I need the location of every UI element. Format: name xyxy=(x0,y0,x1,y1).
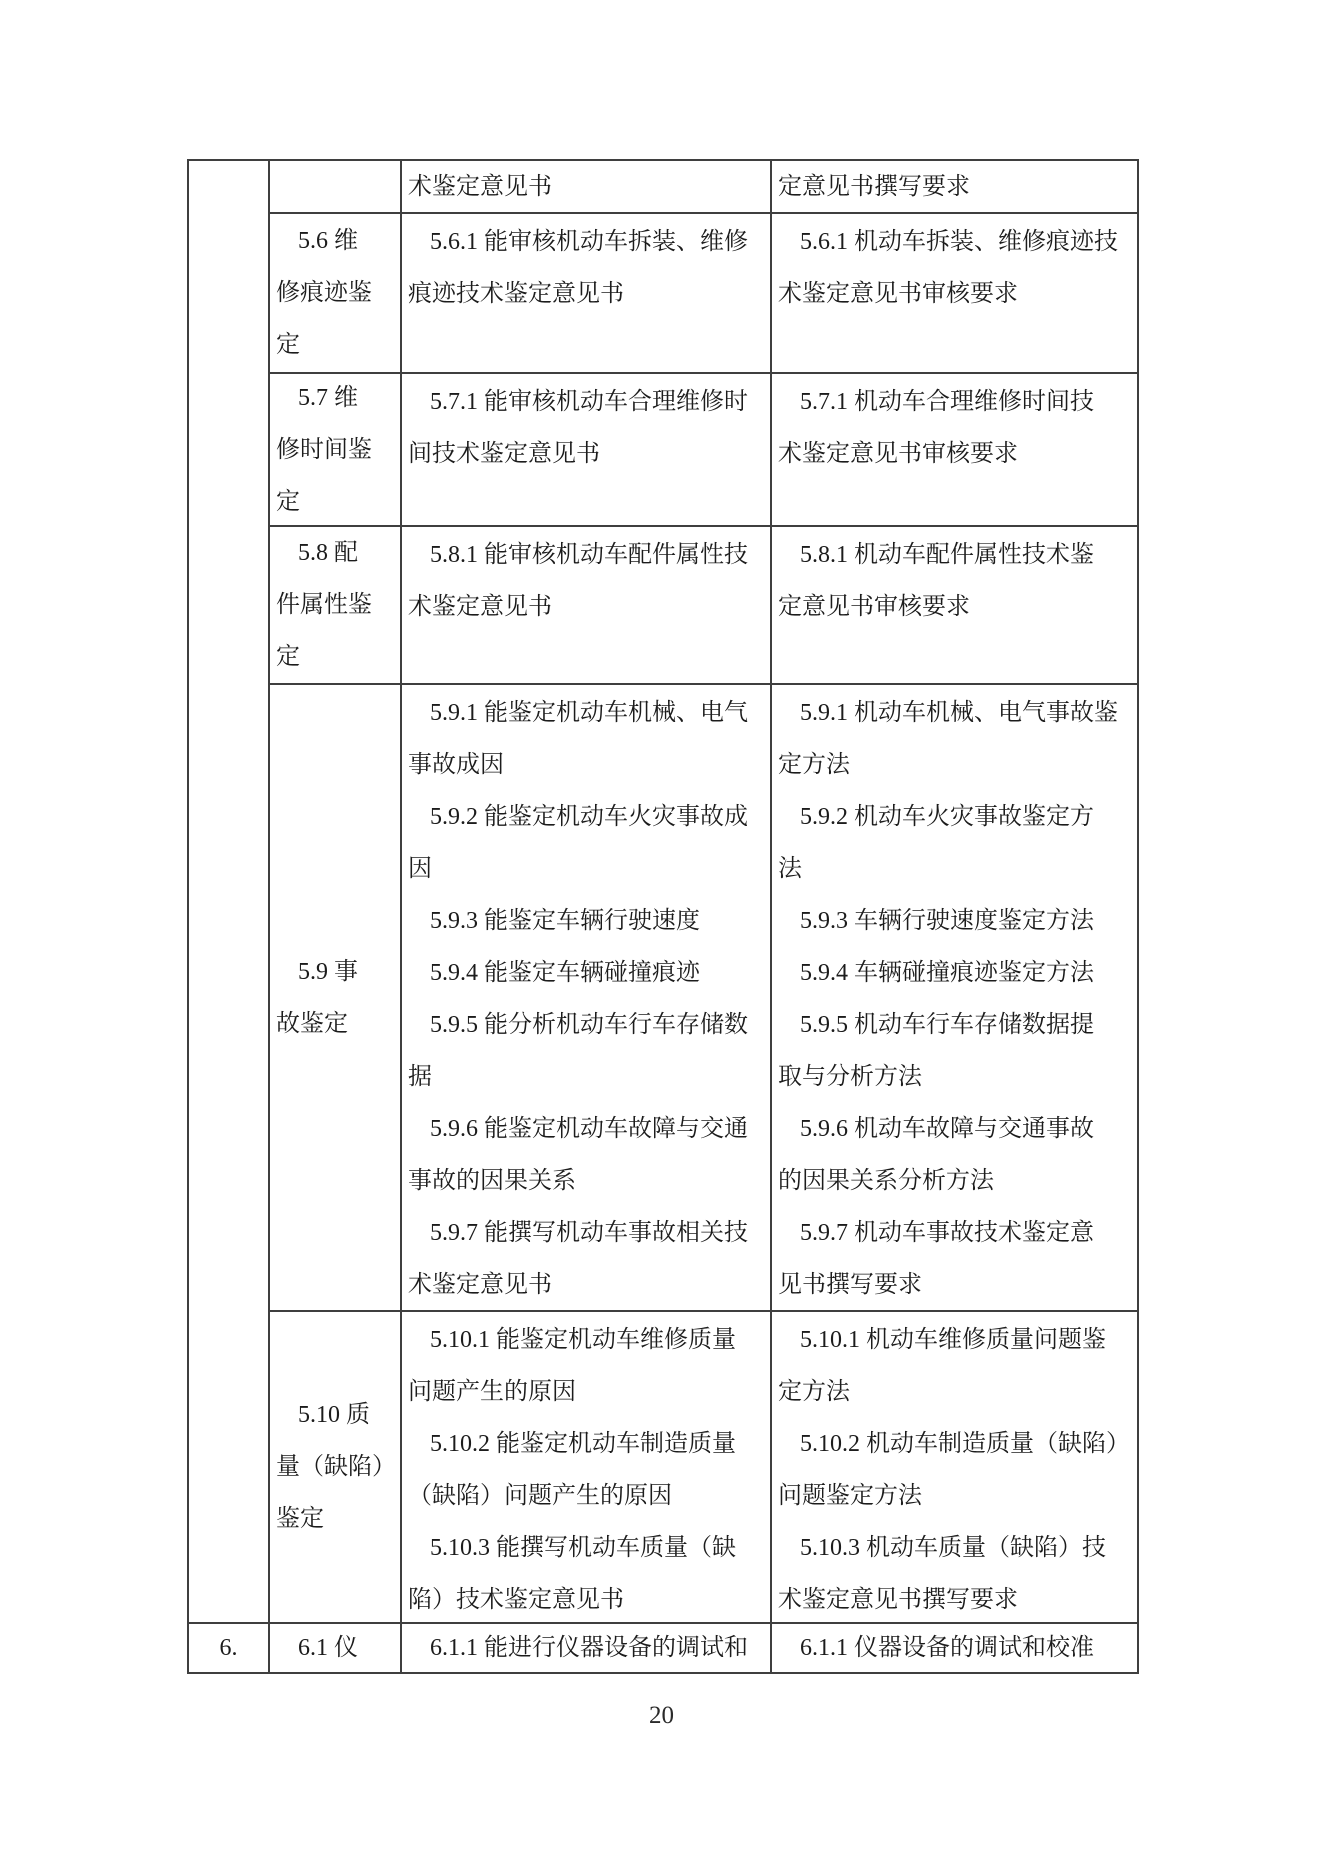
cell-5-7-knowledge: 5.7.1 机动车合理维修时间技 术鉴定意见书审核要求 xyxy=(772,374,1137,527)
cell-5-6-skill: 5.6.1 能审核机动车拆装、维修 痕迹技术鉴定意见书 xyxy=(402,214,772,374)
cell-r1-knowledge: 定意见书撰写要求 xyxy=(772,161,1137,214)
cell-6-1-skill: 6.1.1 能进行仪器设备的调试和 xyxy=(402,1624,772,1672)
cell-5-8-knowledge: 5.8.1 机动车配件属性技术鉴 定意见书审核要求 xyxy=(772,527,1137,685)
cell-6-number: 6. xyxy=(189,1624,270,1672)
cell-5-7-skill: 5.7.1 能审核机动车合理维修时 间技术鉴定意见书 xyxy=(402,374,772,527)
page-number: 20 xyxy=(649,1702,674,1729)
cell-5-6-category: 5.6 维 修痕迹鉴 定 xyxy=(270,214,402,374)
cell-5-8-category: 5.8 配 件属性鉴 定 xyxy=(270,527,402,685)
cell-5-9-knowledge: 5.9.1 机动车机械、电气事故鉴 定方法 5.9.2 机动车火灾事故鉴定方 法 5.9.3 车辆行驶速度鉴定方法 5.9.4 车辆碰撞痕迹鉴定方法 5.9.5 机动车行车存储数据提 取与分析方法 5.9.6 机动车故障与交通事故 的因果关系分析方法 5.9.7 机动车事故技术鉴定意 见书撰写要求 xyxy=(772,685,1137,1312)
cell-6-1-category: 6.1 仪 xyxy=(270,1624,402,1672)
cell-5-10-category: 5.10 质 量（缺陷） 鉴定 xyxy=(270,1312,402,1624)
cell-6-1-knowledge: 6.1.1 仪器设备的调试和校准 xyxy=(800,1635,1094,1661)
skills-requirements-table xyxy=(187,159,1139,1674)
cell-r1-skill: 术鉴定意见书 xyxy=(402,161,772,214)
merged-cell-section-5 xyxy=(189,161,270,1624)
cell-5-7-category: 5.7 维 修时间鉴 定 xyxy=(270,374,402,527)
cell-5-8-skill: 5.8.1 能审核机动车配件属性技 术鉴定意见书 xyxy=(402,527,772,685)
cell-5-9-skill: 5.9.1 能鉴定机动车机械、电气 事故成因 5.9.2 能鉴定机动车火灾事故成 因 5.9.3 能鉴定车辆行驶速度 5.9.4 能鉴定车辆碰撞痕迹 5.9.5 能分析机动车行车存储数 据 5.9.6 能鉴定机动车故障与交通 事故的因果关系 5.9.7 能撰写机动车事故相关技 术鉴定意见书 xyxy=(402,685,772,1312)
cell-5-10-skill: 5.10.1 能鉴定机动车维修质量 问题产生的原因 5.10.2 能鉴定机动车制造质量 （缺陷）问题产生的原因 5.10.3 能撰写机动车质量（缺 陷）技术鉴定意见书 xyxy=(402,1312,772,1624)
cell-r1-category xyxy=(270,161,402,214)
cell-5-6-knowledge: 5.6.1 机动车拆装、维修痕迹技 术鉴定意见书审核要求 xyxy=(772,214,1137,374)
cell-5-10-knowledge: 5.10.1 机动车维修质量问题鉴 定方法 5.10.2 机动车制造质量（缺陷） 问题鉴定方法 5.10.3 机动车质量（缺陷）技 术鉴定意见书撰写要求 xyxy=(772,1312,1137,1624)
cell-5-9-category: 5.9 事 故鉴定 xyxy=(270,685,402,1312)
